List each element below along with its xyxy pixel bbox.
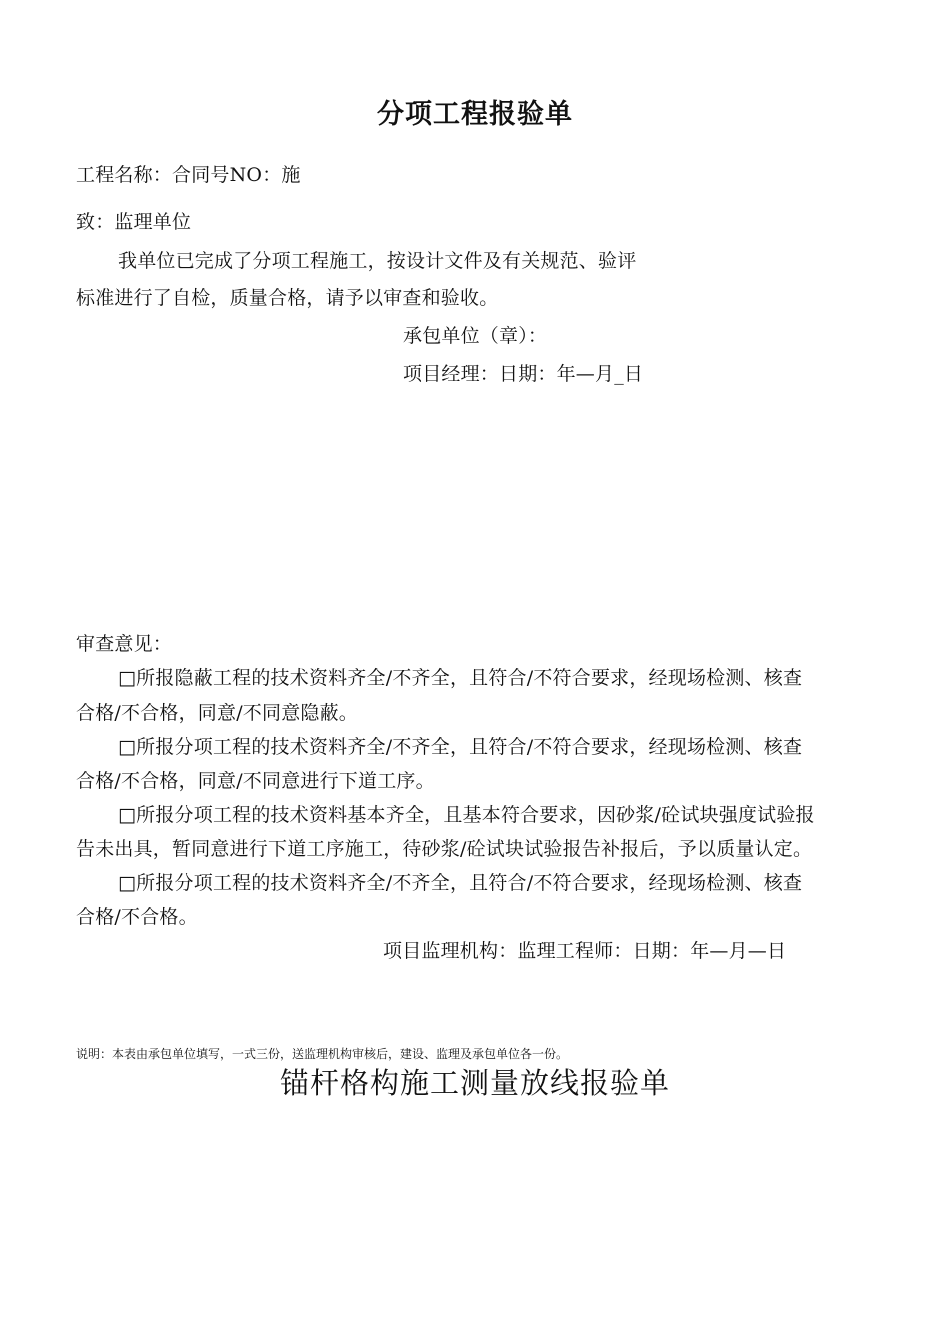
project-name-line: 工程名称：合同号NO：施 xyxy=(76,164,301,186)
statement-line-2: 标准进行了自检，质量合格，请予以审查和验收。 xyxy=(76,287,499,309)
contractor-seal-line: 承包单位（章）： xyxy=(403,325,548,347)
review-option-3-line-2: 告未出具，暂同意进行下道工序施工，待砂浆/砼试块试验报告补报后，予以质量认定。 xyxy=(76,838,813,860)
review-heading: 审查意见： xyxy=(76,633,173,655)
statement-line-1: 我单位已完成了分项工程施工，按设计文件及有关规范、验评 xyxy=(118,250,637,272)
review-option-2-line-1: □所报分项工程的技术资料齐全/不齐全，且符合/不符合要求，经现场检测、核查 xyxy=(118,736,803,758)
supervisor-signature-line: 项目监理机构：监理工程师：日期：年—月—日 xyxy=(383,940,787,962)
project-manager-date-line: 项目经理：日期：年—月_日 xyxy=(403,363,644,385)
review-option-4-line-2: 合格/不合格。 xyxy=(76,906,198,928)
review-option-1-line-1: □所报隐蔽工程的技术资料齐全/不齐全，且符合/不符合要求，经现场检测、核查 xyxy=(118,667,803,689)
review-option-2-line-2: 合格/不合格，同意/不同意进行下道工序。 xyxy=(76,770,435,792)
review-option-4-line-1: □所报分项工程的技术资料齐全/不齐全，且符合/不符合要求，经现场检测、核查 xyxy=(118,872,803,894)
review-option-3-line-1: □所报分项工程的技术资料基本齐全，且基本符合要求，因砂浆/砼试块强度试验报 xyxy=(118,804,815,826)
next-form-title: 锚杆格构施工测量放线报验单 xyxy=(279,1066,670,1100)
review-option-1-line-2: 合格/不合格，同意/不同意隐蔽。 xyxy=(76,702,359,724)
addressee-line: 致：监理单位 xyxy=(76,211,192,233)
form-title: 分项工程报验单 xyxy=(377,99,573,130)
footnote: 说明：本表由承包单位填写，一式三份，送监理机构审核后，建设、监理及承包单位各一份。 xyxy=(76,1047,569,1061)
